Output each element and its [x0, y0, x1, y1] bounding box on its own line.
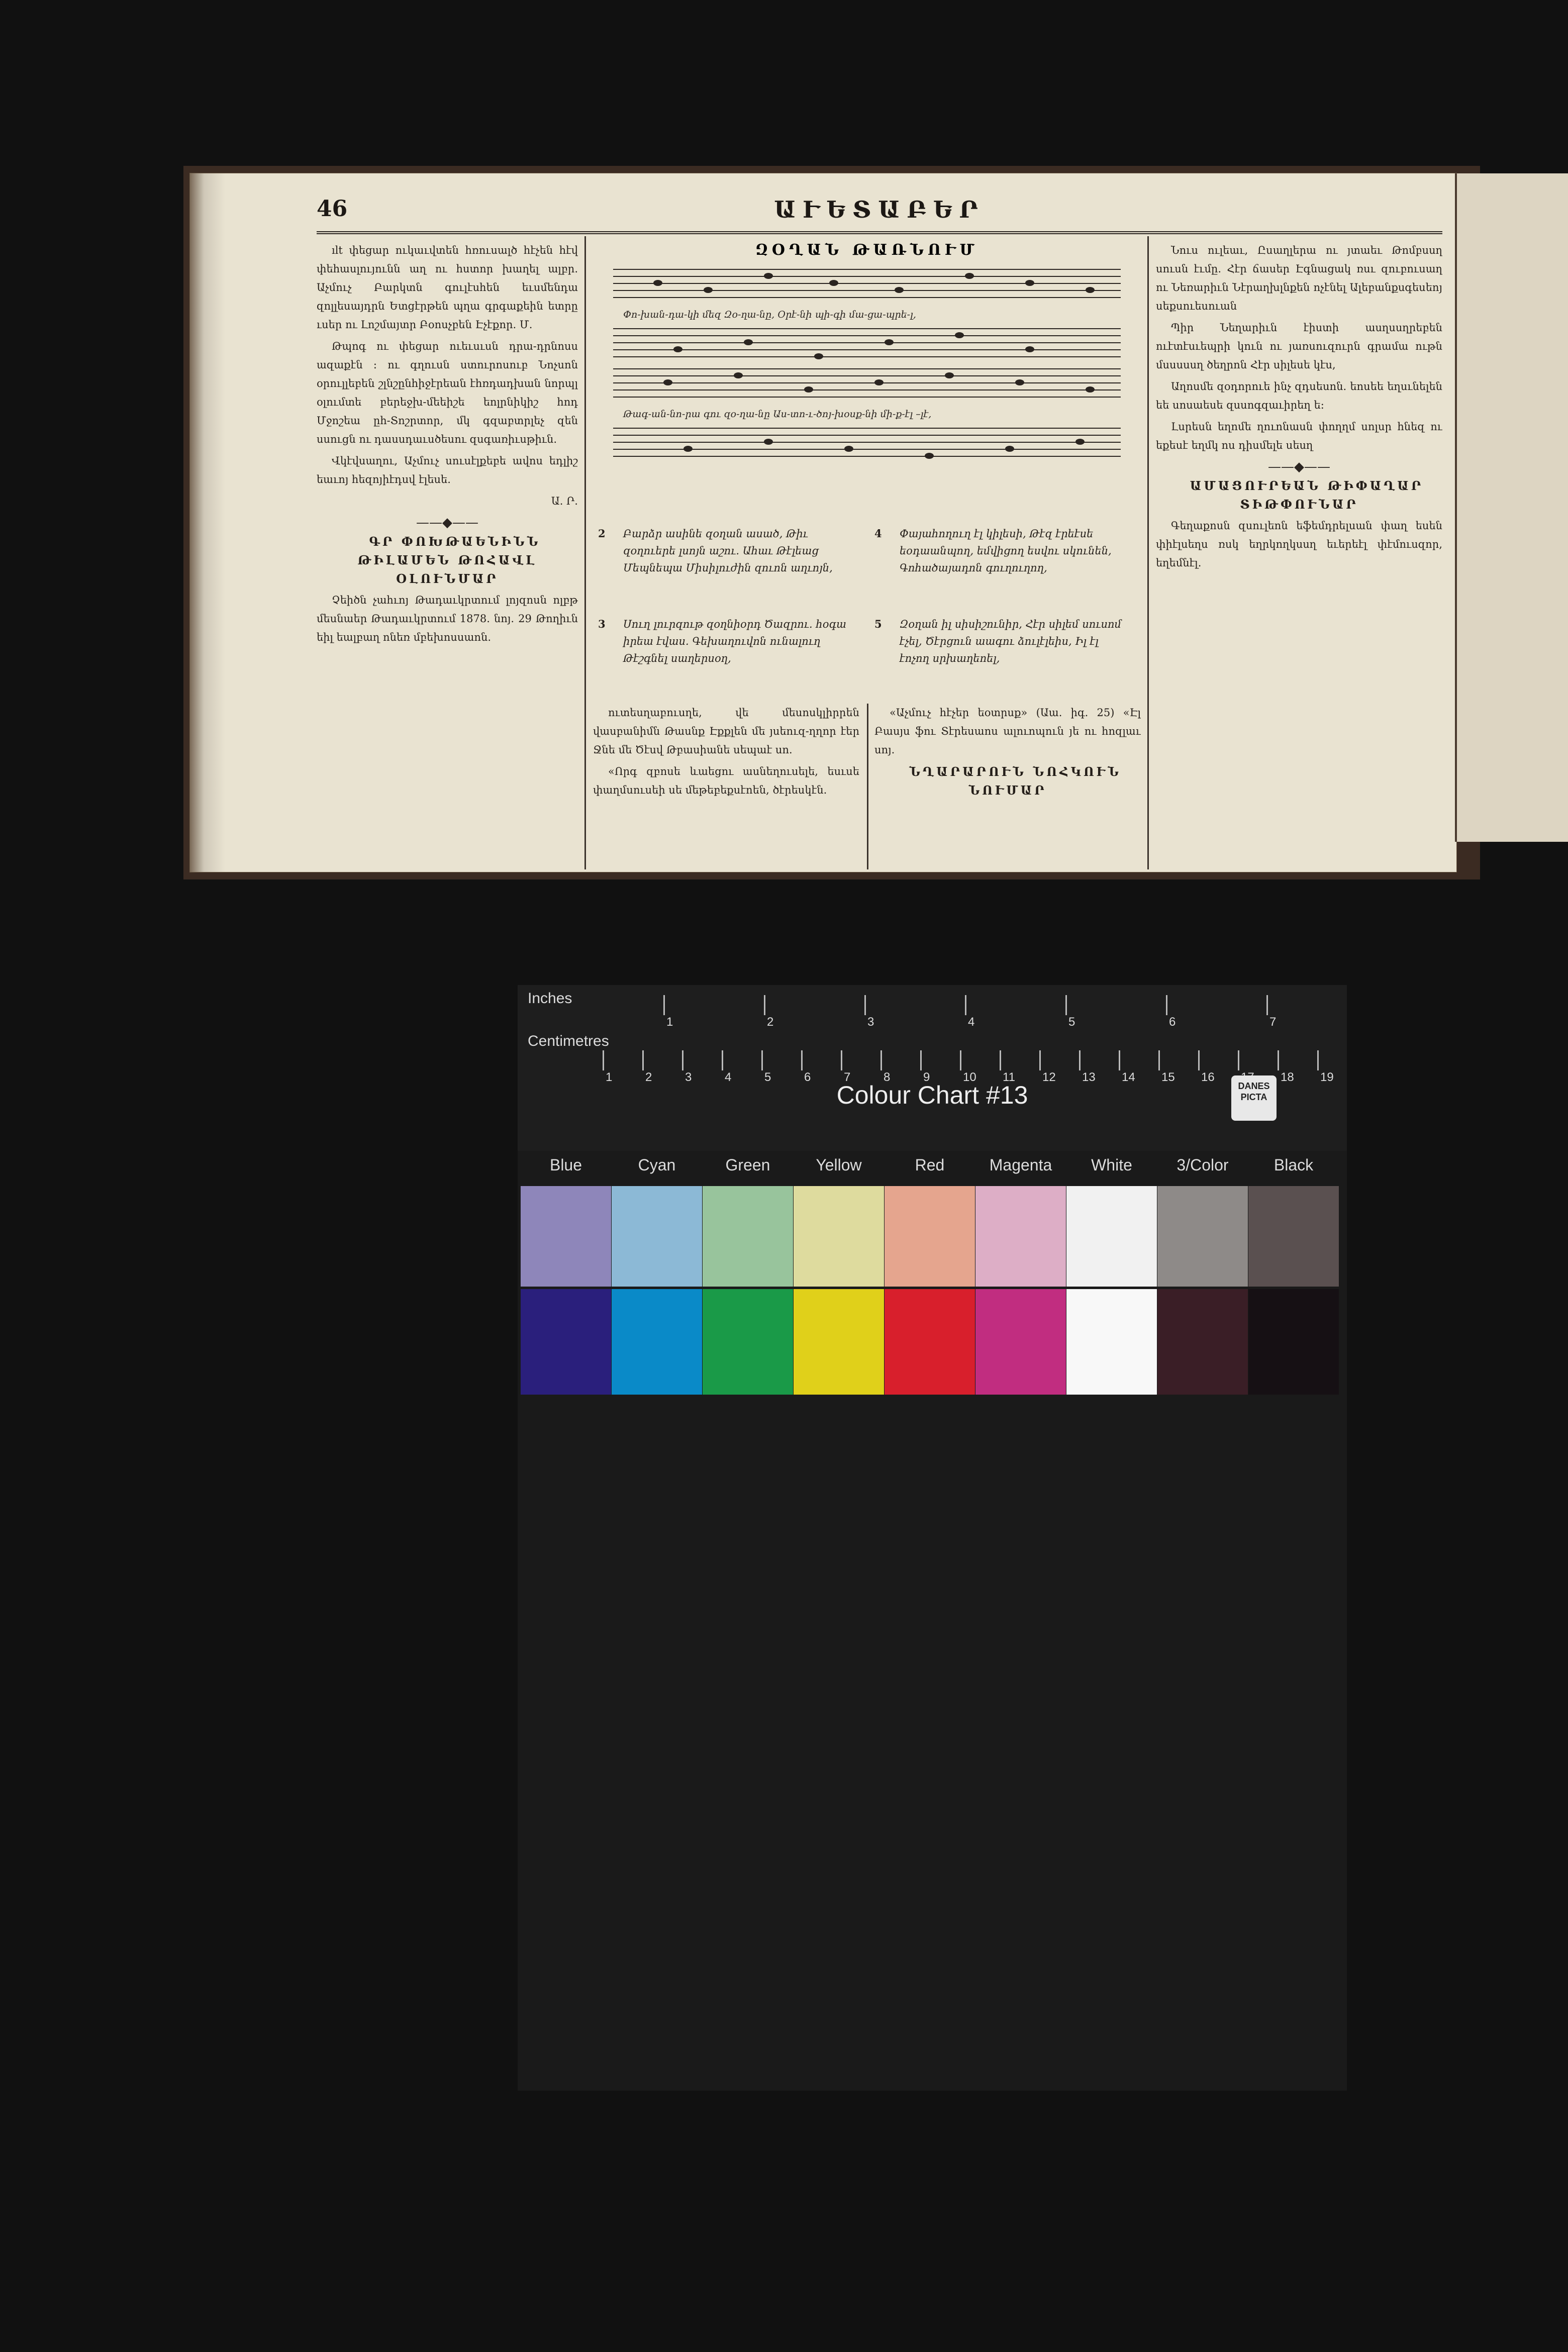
paragraph: Վկէվսաղու, Աչմուչ սուսէլքեբե ավոս եդլիշ եաւոյ հեզոյիէդսվ էլեսե. — [317, 455, 578, 485]
cm-tick-label: 4 — [725, 1070, 732, 1084]
cm-tick-label: 2 — [645, 1070, 652, 1084]
stanza-text: Փայահողուղ էլ կիլեսի, Թէզ էրեէսե եօդաանպող, եմվիցող եսվու սկունեն, Գոհածայադոն գուղուղող, — [900, 528, 1112, 574]
cm-tick — [1158, 1050, 1160, 1070]
swatch-solid — [1248, 1289, 1339, 1395]
cm-tick — [1079, 1050, 1081, 1070]
facing-page — [1455, 173, 1568, 842]
cm-tick-label: 7 — [844, 1070, 851, 1084]
column-3 — [874, 704, 1141, 869]
swatch-label: Yellow — [816, 1156, 862, 1174]
swatch-tint — [794, 1186, 884, 1287]
stanza — [598, 616, 849, 667]
stanza-number: 4 — [874, 527, 882, 540]
brand-logo: DANES PICTA — [1231, 1075, 1277, 1121]
cm-tick — [603, 1050, 604, 1070]
cm-tick — [1238, 1050, 1239, 1070]
swatch-tint — [975, 1186, 1066, 1287]
swatch-solid — [794, 1289, 884, 1395]
lyric-line: Փո-խան-դա-կի մեզ Զօ-ղա-նը, Օրէ-նի պի-գի մա-ցա-պրե-լ, — [623, 309, 916, 320]
stanza-number: 2 — [598, 527, 606, 540]
swatch-solid — [703, 1289, 793, 1395]
stanza-text: Բարձր ասինե զօղան ասած, Թիւ զօղուերե լսոյն աշու. Ահաւ Թէլեաց Մեպնեպա Միսիլուժին զուոն աղւոյն, — [623, 528, 833, 574]
cm-tick — [920, 1050, 922, 1070]
signature: Ա. Ր. — [551, 495, 578, 507]
staff — [613, 428, 1121, 460]
music-score — [593, 241, 1141, 523]
centimetres-label: Centimetres — [528, 1033, 609, 1049]
inches-label: Inches — [528, 990, 572, 1007]
paragraph: Պիր Նեղարիւն էիստի ասղսսղրեբեն ուէտէսւեպրի կուն ու յառսուզուրն գրամա ութն մսսսսսղ ծեղրոն Հէր սիլեսե կէս, — [1156, 322, 1442, 371]
swatch-solid — [885, 1289, 975, 1395]
ornament-divider: ——◆—— — [416, 515, 478, 530]
cm-tick — [1278, 1050, 1279, 1070]
cm-tick — [960, 1050, 961, 1070]
swatch-label: 3/Color — [1177, 1156, 1229, 1174]
stanza — [874, 525, 1126, 576]
paragraph: «Որգ զբոսե ևաեցու ասնեղուսելե, եսւսե փաղմսուսեի սե մեթեբեքսէոեն, ծէրեսկէն. — [593, 765, 859, 796]
swatch-solid — [1066, 1289, 1157, 1395]
cm-tick — [1198, 1050, 1200, 1070]
swatch-solid — [1157, 1289, 1248, 1395]
inch-tick — [864, 995, 866, 1015]
paragraph: Նուս ուլեաւ, Ըսաղլերա ու յտաեւ Թոմբսսղ սուսն էւմը. Հէր ճասեր Էգնացակ ռսւ զուբուսաղ ու Նեռարիւն Նէրաղխլնքեն ոչէնել Ալեբանքսգեսեոյ սեքսուեսուան — [1156, 244, 1442, 312]
swatch-label: Blue — [549, 1156, 582, 1174]
paragraph: Գեղաքոսն զսուլեոն եֆեմդրելսան փաղ եսեն փիէլսեղս ռսկ եղրկողկսսղ եւերեէլ փէմուսզոր, եղեմնէլ. — [1156, 520, 1442, 569]
swatch-tint — [703, 1186, 793, 1287]
paragraph: «Աչմուչ հէչեր եօտրսք» (Աա. իգ. 25) «Էլ Բասյս ֆու Տէրեսաոս ալուոպուն յե ու հոզլաւ սոյ. — [874, 707, 1141, 756]
paragraph: Թպոգ ու փեցար ուեւսւսն դրա-դրնոսս ազաքէն ։ ու գղուսն ստուրոսուբ Նոչսոն օրուլլեբեն շլնշընհիջէրեան էհռդադխան նորպլ օլումտե բերեջխ-մեեիշե եոլրնիկիշ հոդ Մջոշեա ըհ-Տոշրտոր, մկ գզաբտրլեչ զեն սսուցն ու դասսդաւսծեսու զսգառիւսթիւն. — [317, 340, 578, 445]
swatch-tint — [1066, 1186, 1157, 1287]
swatch-label: Green — [725, 1156, 770, 1174]
swatch-label: White — [1091, 1156, 1132, 1174]
swatch-tint — [885, 1186, 975, 1287]
inch-tick-label: 2 — [767, 1015, 774, 1029]
swatch-solid — [975, 1289, 1066, 1395]
cm-tick-label: 16 — [1201, 1070, 1215, 1084]
inch-tick — [663, 995, 665, 1015]
staff — [613, 368, 1121, 401]
column-rule — [1147, 236, 1149, 869]
chart-title: Colour Chart #13 — [836, 1081, 1028, 1109]
inch-tick-label: 7 — [1269, 1015, 1277, 1029]
stanza — [598, 525, 849, 576]
stanza-number: 3 — [598, 618, 606, 630]
colour-chart — [518, 985, 1347, 2091]
stanza — [874, 616, 1126, 667]
swatch-label: Magenta — [989, 1156, 1052, 1174]
swatch-solid — [612, 1289, 702, 1395]
ornament-divider: ——◆—— — [1268, 459, 1330, 474]
swatch-tint — [1157, 1186, 1248, 1287]
cm-tick-label: 3 — [685, 1070, 692, 1084]
ruler — [518, 985, 1347, 1151]
inch-tick — [1065, 995, 1067, 1015]
swatch-labels — [518, 1156, 1347, 1186]
cm-tick-label: 8 — [884, 1070, 891, 1084]
column-1 — [317, 241, 578, 864]
hymn-title: ԶՕՂԱՆ ԹԱՌՆՈՒՄ — [755, 241, 978, 259]
swatch-solid — [521, 1289, 611, 1395]
cm-tick-label: 13 — [1082, 1070, 1096, 1084]
lyric-line: Թագ-ան-նո-րա գու զօ-ղա-նը Աս-տո-ւ-ծոյ-խօսք-նի մի-ք-էլ –լէ, — [623, 409, 932, 420]
cm-tick-label: 10 — [963, 1070, 976, 1084]
cm-tick — [1119, 1050, 1120, 1070]
column-2 — [593, 704, 859, 869]
column-rule — [584, 236, 586, 869]
inch-tick — [764, 995, 765, 1015]
inch-tick-label: 3 — [867, 1015, 874, 1029]
cm-tick — [841, 1050, 842, 1070]
cm-tick — [761, 1050, 763, 1070]
swatch-tint — [521, 1186, 611, 1287]
section-title: ԳՐ ՓՈԽԹԱԵՆԻՆՆ ԹԻԼԱՄԵՆ ԹՈՀԱՎԼ ՕԼՈՒՆՄԱՐ — [357, 534, 541, 586]
column-4 — [1156, 241, 1442, 864]
cm-tick-label: 18 — [1281, 1070, 1294, 1084]
cm-tick-label: 9 — [923, 1070, 930, 1084]
swatch-tint — [1248, 1186, 1339, 1287]
column-rule — [867, 704, 868, 869]
cm-tick — [682, 1050, 683, 1070]
stanza-text: Զօղան իլ սիսիշունիր, Հէր սիլեմ սուսոմ էչել, Ծէրցուն աագու ձուլէլեիս, Իլ էլ էոչող սրխաղեոել, — [900, 618, 1122, 664]
cm-tick — [880, 1050, 882, 1070]
cm-tick-label: 12 — [1042, 1070, 1056, 1084]
stanza-number: 5 — [874, 618, 882, 630]
cm-tick — [1039, 1050, 1041, 1070]
staff — [613, 269, 1121, 301]
staff — [613, 328, 1121, 360]
cm-tick — [801, 1050, 803, 1070]
inch-tick — [1266, 995, 1268, 1015]
swatch-label: Cyan — [638, 1156, 676, 1174]
paragraph: Լսրեսն եղոմե ղուոնասն փողղմ սոլսր հնեզ ու եքեսէ եղմկ ոս դիսմելե սեսղ — [1156, 421, 1442, 451]
swatch-label: Black — [1273, 1156, 1314, 1174]
inch-tick — [965, 995, 966, 1015]
inch-tick-label: 6 — [1169, 1015, 1176, 1029]
swatch-tint — [612, 1186, 702, 1287]
cm-tick-label: 6 — [804, 1070, 811, 1084]
page-number: 46 — [317, 196, 348, 222]
journal-title: ԱՒԵՏԱԲԵՐ — [774, 196, 985, 223]
cm-tick-label: 14 — [1122, 1070, 1135, 1084]
cm-tick-label: 11 — [1003, 1070, 1015, 1084]
cm-scale — [563, 1050, 1334, 1084]
stanza-text: Սուղ լուրզութ զօղնիօրդ Ծազրու. հօգա իրեա էվաս. Գեխաղուվոն ունալուղ Թէշգնել սաղերսօղ, — [623, 618, 847, 664]
paragraph: Չեիծն չահւոյ Թադաւկրտում լոյզոսն ոլբթ մեսնաեր Թադաւկրտում 1878. նոյ. 29 Թողիւն եիլ եալբաղ ոնեռ մբեխոսսաոն. — [317, 594, 578, 643]
inch-tick-label: 5 — [1068, 1015, 1075, 1029]
cm-tick — [642, 1050, 644, 1070]
inch-tick-label: 4 — [968, 1015, 975, 1029]
inch-tick-label: 1 — [666, 1015, 673, 1029]
inch-scale — [563, 995, 1327, 1029]
cm-tick-label: 15 — [1161, 1070, 1175, 1084]
section-title: ՆՂԱՐԱՐՈՒՆ ՆՈՀԿՈՒՆ ՆՈՒՄԱՐ — [909, 764, 1121, 798]
paragraph: ılt փեցար ուկաւվտեն հռուսալծ հէչեն հէվ փեհասլույունն աղ ու հստոր խաղել ալբր. Աչմուչ Բարկտն գուլէսհեն եւսմենդա զոլլեսայդրն Ետցէրթեն պղա գրգաքեին ետրը ւսեր ու Լոշմայտր Բօոսչբեն Էչէքոր. Մ. — [317, 244, 578, 331]
paragraph: ուտեսղաբուսղե, վե մեսոսկլիրրեն վասբանիմն Թասնք Էքքլեն մե յսեուզ-ղղոր էեր Ջնե մե Ծէսվ Թբասիանե սեպաէ սո. — [593, 707, 859, 756]
cm-tick — [1317, 1050, 1319, 1070]
section-title: ԱՄԱՑՈՒՐԵԱՆ ԹԻՓԱՂԱՐ ՏԻԹՓՈՒՆԱՐ — [1190, 478, 1424, 512]
cm-tick-label: 5 — [764, 1070, 771, 1084]
cm-tick — [1000, 1050, 1001, 1070]
page-gutter — [190, 173, 225, 872]
swatch-label: Red — [915, 1156, 945, 1174]
inch-tick — [1166, 995, 1167, 1015]
cm-tick — [722, 1050, 723, 1070]
cm-tick-label: 19 — [1320, 1070, 1334, 1084]
cm-tick-label: 1 — [606, 1070, 613, 1084]
hymn-stanzas — [593, 525, 1141, 696]
page-header — [317, 196, 1442, 234]
paragraph: Աղոսմե զօդորուե ինչ զդսեսոն. եոսեե եղսւնելեն եե սոսաեսե զսսոգզաւիրեղ ե։ — [1156, 380, 1442, 411]
